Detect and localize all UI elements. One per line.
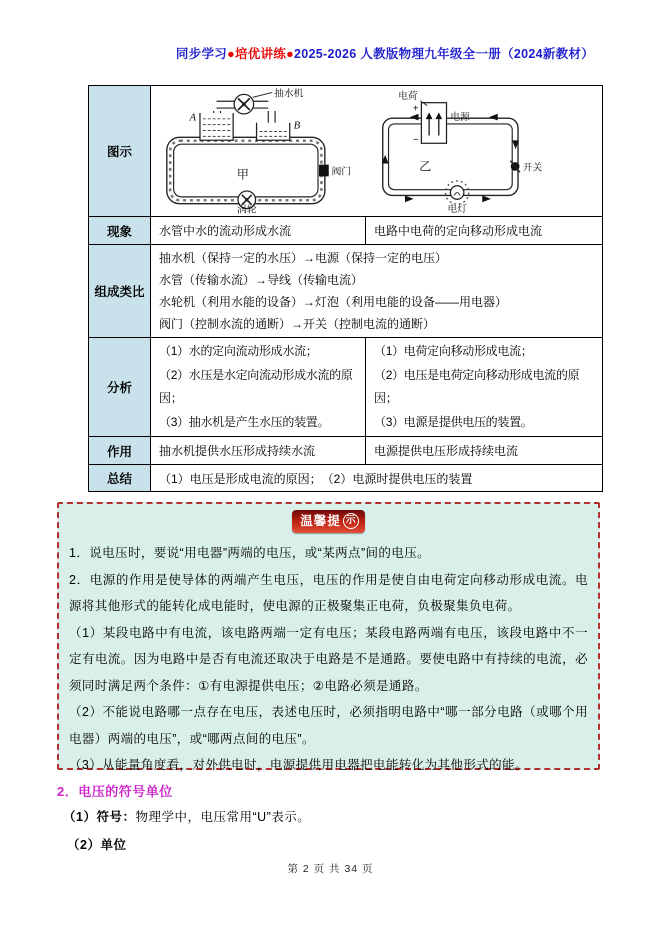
tank-a-icon xyxy=(200,113,233,140)
warm-tips-badge xyxy=(292,510,365,533)
function-water: 抽水机提供水压形成持续水流 xyxy=(151,437,366,465)
tank-b-icon xyxy=(257,123,290,141)
tank-b-label: B xyxy=(293,119,301,132)
diagram-cell xyxy=(151,86,603,217)
lamp-icon xyxy=(446,181,469,204)
title-segment-red: ●培优讲练● xyxy=(227,47,295,61)
warm-tips-box xyxy=(57,502,600,770)
tip-item-2: 2．电源的作用是使导体的两端产生电压，电压的作用是使自由电荷定向移动形成电流。电源将其他形式的能转化成电能时，使电源的正极聚集正电荷，负极聚集负电荷。 xyxy=(69,572,588,613)
analogy-lines-cell xyxy=(151,245,603,338)
electric-circuit-diagram xyxy=(375,88,547,214)
section-heading-voltage-symbol-unit: 2．电压的符号单位 xyxy=(57,784,173,799)
tip-item-5: （3）从能量角度看，对外供电时，电源提供用电器把电能转化为其他形式的能。 xyxy=(69,758,528,772)
power-source-label: 电源 xyxy=(450,112,470,124)
analogy-line: 水管（传输水流）→导线（传输电流） xyxy=(159,273,364,287)
charge-label: 电荷 xyxy=(398,90,418,102)
row-label-diagram: 图示 xyxy=(89,86,151,217)
row-label-summary: 总结 xyxy=(89,465,151,492)
analogy-line: 水轮机（利用水能的设备）→灯泡（利用电能的设备——用电器） xyxy=(159,295,508,309)
tip-item-3: （1）某段电路中有电流，该电路两端一定有电压；某段电路两端有电压，该段电路中不一定有电流。因为电路中是否有电流还取决于电路是不是通路。要使电路中有持续的电流，必须同时满足两个条件：①有电源提供电压；②电路必须是通路。 xyxy=(69,625,588,693)
table-row-function xyxy=(89,437,603,465)
table-row-analogy xyxy=(89,245,603,338)
switch-label: 开关 xyxy=(522,162,543,174)
analogy-line: 抽水机（保持一定的水压）→电源（保持一定的电压） xyxy=(159,251,448,265)
table-row-diagram xyxy=(89,86,603,217)
symbol-item-text: 物理学中，电压常用“U”表示。 xyxy=(135,810,311,824)
analysis-line: （2）水压是水定向流动形成水流的原因； xyxy=(159,367,353,405)
section-item-unit: （2）单位 xyxy=(67,838,127,852)
table-row-summary xyxy=(89,465,603,492)
function-electric: 电源提供电压形成持续电流 xyxy=(366,437,603,465)
turbine-label: 涡轮 xyxy=(237,204,257,214)
lamp-label: 电灯 xyxy=(447,203,467,214)
pump-label: 抽水机 xyxy=(274,88,304,100)
summary-cell: （1）电压是形成电流的原因； （2）电源时提供电压的装置 xyxy=(151,465,603,492)
phenomenon-water: 水管中水的流动形成水流 xyxy=(151,217,366,245)
title-segment-blue-1: 同步学习 xyxy=(175,47,228,61)
tip-item-4: （2）不能说电路哪一点存在电压，表述电压时，必须指明电路中“哪一部分电路（或哪个用电器）两端的电压”，或“哪两点间的电压”。 xyxy=(69,705,588,746)
water-electric-analogy-table xyxy=(88,85,603,492)
warm-tips-badge-text: 温馨提 xyxy=(300,513,341,528)
table-row-analysis xyxy=(89,338,603,437)
section-item-symbol xyxy=(63,807,310,825)
analysis-line: （3）电源是提供电压的装置。 xyxy=(374,414,533,429)
phenomenon-electric: 电路中电荷的定向移动形成电流 xyxy=(366,217,603,245)
valve-icon xyxy=(319,165,329,177)
analogy-line: 阀门（控制水流的通断）→开关（控制电流的通断） xyxy=(159,317,436,331)
row-label-phenomenon: 现象 xyxy=(89,217,151,245)
water-circuit-diagram xyxy=(159,88,359,214)
analysis-line: （2）电压是电荷定向移动形成电流的原因； xyxy=(374,367,580,405)
tip-item-1: 1．说电压时，要说“用电器”两端的电压，或“某两点”间的电压。 xyxy=(69,546,431,560)
analysis-line: （1）电荷定向移动形成电流； xyxy=(374,344,533,358)
symbol-item-label: （1）符号： xyxy=(63,810,136,824)
analysis-electric-cell xyxy=(366,338,603,437)
row-label-analysis: 分析 xyxy=(89,338,151,437)
valve-label: 阀门 xyxy=(331,166,352,178)
row-label-function: 作用 xyxy=(89,437,151,465)
warm-tips-badge-circled-char: 示 xyxy=(343,513,359,529)
battery-icon xyxy=(421,103,446,144)
page-title xyxy=(150,44,620,62)
water-pump-icon xyxy=(234,94,254,114)
water-diagram-label: 甲 xyxy=(236,167,249,182)
analysis-water-cell xyxy=(151,338,366,437)
current-arrows xyxy=(382,114,519,202)
analysis-line: （1）水的定向流动形成水流； xyxy=(159,344,318,358)
row-label-analogy: 组成类比 xyxy=(89,245,151,338)
page-number-footer: 第 2 页 共 34 页 xyxy=(287,863,374,875)
title-segment-blue-2: 2025-2026 人教版物理九年级全一册（2024新教材） xyxy=(294,47,595,61)
tank-a-label: A xyxy=(189,111,197,124)
battery-plus-sign: + xyxy=(412,103,419,115)
table-row-phenomenon xyxy=(89,217,603,245)
electric-diagram-label: 乙 xyxy=(419,159,432,174)
battery-minus-sign: − xyxy=(412,134,419,146)
analysis-line: （3）抽水机是产生水压的装置。 xyxy=(159,414,330,429)
